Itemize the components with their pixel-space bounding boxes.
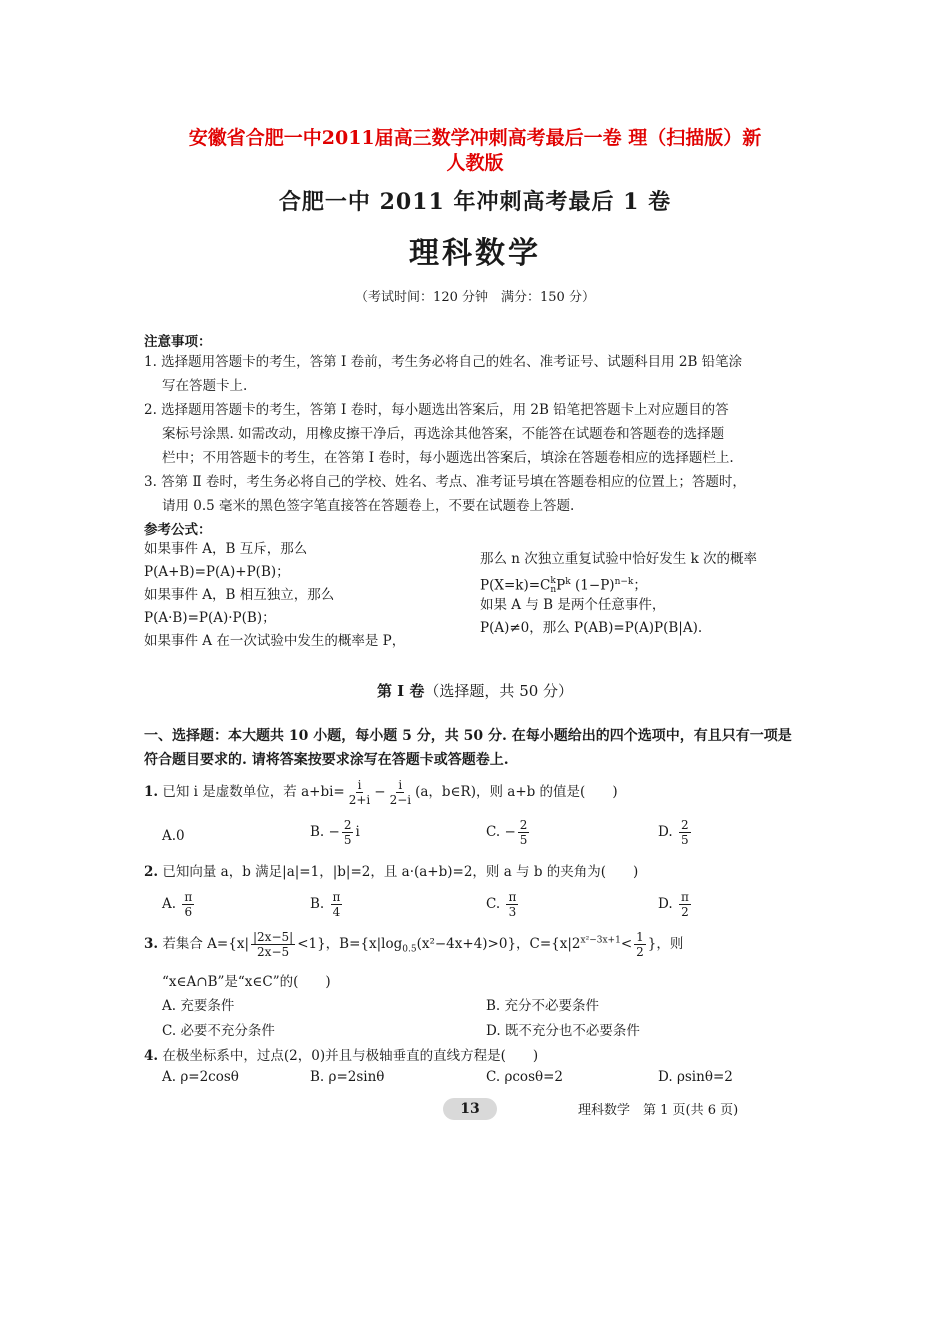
subject-title: 理科数学 [409, 236, 541, 271]
option-c [486, 1069, 563, 1085]
formula-left-line: P(A·B)=P(A)·P(B)； [144, 610, 276, 626]
question-1 [144, 778, 618, 807]
question-2 [144, 860, 638, 880]
option-text: 0 [176, 828, 185, 844]
fraction [331, 890, 343, 919]
fraction-denominator: 2x−5 [257, 945, 290, 959]
option-letter: C. [486, 896, 501, 912]
binomial-sub: n [550, 585, 557, 595]
question-stem: (x²−4x+4)>0}，C={x|2 [416, 936, 581, 952]
option-text: ρsinθ=2 [676, 1069, 733, 1085]
fraction [679, 890, 691, 919]
question-3 [144, 930, 683, 959]
option-text: ρcosθ=2 [504, 1069, 564, 1085]
fraction-numerator: i [357, 778, 362, 792]
question-number: 3. [144, 936, 159, 952]
fraction-numerator: 2 [680, 818, 689, 832]
binomial-p-exp: k [565, 577, 571, 587]
question-stem: }，则 [647, 936, 684, 952]
option-letter: C. [486, 824, 501, 840]
fraction-numerator: π [332, 890, 341, 904]
fraction-denominator: 2+i [348, 793, 371, 807]
formula-right-line: 那么 n 次独立重复试验中恰好发生 k 次的概率 [480, 551, 758, 567]
question-stem: 已知 i 是虚数单位，若 a+bi= [162, 784, 345, 800]
fraction [388, 778, 414, 807]
option-letter: D. [658, 896, 673, 912]
fraction-denominator: 2 [681, 905, 689, 919]
option-sign: − [504, 824, 516, 840]
fraction-numerator: π [184, 890, 193, 904]
option-letter: C. [162, 1023, 177, 1039]
log-base: 0.5 [402, 944, 417, 955]
option-letter: B. [310, 896, 325, 912]
instructions-line: 一、选择题：本大题共 10 小题，每小题 5 分，共 50 分. 在每小题给出的四个选项中，有且只有一项是 [144, 728, 792, 744]
section-detail: （选择题，共 50 分） [424, 682, 574, 700]
option-letter: B. [486, 998, 501, 1014]
notes-line: 请用 0.5 毫米的黑色签字笔直接答在答题卷上，不要在试题卷上答题. [162, 498, 575, 514]
option-d [486, 1019, 640, 1039]
exam-title: 合肥一中 2011 年冲刺高考最后 1 卷 [278, 189, 672, 215]
formula-right-line: 如果 A 与 B 是两个任意事件， [480, 597, 666, 613]
document-title-line-2: 人教版 [446, 152, 504, 174]
option-letter: A. [162, 998, 177, 1014]
option-a [162, 994, 234, 1014]
document-title [110, 126, 840, 176]
fraction-numerator: 2 [343, 818, 352, 832]
option-letter: B. [310, 1069, 325, 1085]
option-c [486, 890, 520, 919]
notes-line: 1. 选择题用答题卡的考生，答第 Ⅰ 卷前，考生务必将自己的姓名、准考证号、试题科目用 2B 铅笔涂 [144, 354, 743, 370]
notes-line: 栏中；不用答题卡的考生，在答第 Ⅰ 卷时，每小题选出答案后，填涂在答题卷相应的选择题栏上. [162, 450, 734, 466]
fraction-numerator: |2x−5| [253, 930, 294, 944]
question-3-line-2: “x∈A∩B”是“x∈C”的( ) [162, 974, 331, 990]
question-stem: < [620, 936, 633, 952]
fraction [182, 890, 194, 919]
formula-left-line: 如果事件 A，B 互斥，那么 [144, 541, 308, 557]
question-stem: 在极坐标系中，过点(2，0)并且与极轴垂直的直线方程是( ) [162, 1048, 539, 1064]
fraction [634, 930, 646, 959]
option-text: ρ=2cosθ [180, 1069, 239, 1085]
question-4 [144, 1044, 538, 1064]
document-title-line-1: 安徽省合肥一中2011届高三数学冲刺高考最后一卷 理（扫描版）新 [188, 127, 762, 149]
binomial-lhs: P(X=k)=C [480, 577, 551, 594]
binomial-sup: k [550, 576, 556, 586]
option-suffix: i [355, 824, 360, 840]
option-b [486, 994, 599, 1014]
option-letter: A. [162, 1069, 177, 1085]
fraction-numerator: i [398, 778, 403, 792]
option-text: 必要不充分条件 [180, 1023, 275, 1039]
option-text: 充要条件 [180, 998, 235, 1014]
notes-line: 2. 选择题用答题卡的考生，答第 Ⅰ 卷时，每小题选出答案后，用 2B 铅笔把答题卡上对应题目的答 [144, 402, 729, 418]
instructions-line: 符合题目要求的. 请将答案按要求涂写在答题卡或答题卷上. [144, 752, 509, 768]
option-d [658, 890, 693, 919]
fraction-denominator: 5 [343, 833, 352, 847]
fraction-numerator: π [680, 890, 689, 904]
formulas-heading: 参考公式： [144, 522, 212, 538]
exam-time-info: （考试时间：120 分钟 满分：150 分） [355, 290, 595, 305]
fraction [251, 930, 295, 959]
notes-line: 案标号涂黑. 如需改动，用橡皮擦干净后，再选涂其他答案，不能答在试题卷和答题卷的选择题 [162, 426, 725, 442]
fraction [679, 818, 691, 847]
option-c [486, 818, 531, 847]
page-number-badge: 13 [443, 1098, 497, 1120]
option-letter: D. [658, 1069, 673, 1085]
section-heading [0, 680, 950, 701]
section-label: 第 Ⅰ 卷 [376, 682, 425, 700]
option-d [658, 1069, 733, 1085]
binomial-p: P [556, 577, 566, 594]
notes-line: 写在答题卡上. [162, 378, 248, 394]
binomial-end: ； [633, 577, 647, 594]
fraction-denominator: 6 [184, 905, 193, 919]
fraction [342, 818, 354, 847]
exponent: x²−3x+1 [580, 935, 621, 946]
fraction-numerator: π [508, 890, 517, 904]
option-text: 充分不必要条件 [504, 998, 600, 1014]
option-text: ρ=2sinθ [328, 1069, 385, 1085]
option-text: 既不充分也不必要条件 [504, 1023, 640, 1039]
option-b [310, 818, 360, 847]
option-letter: D. [658, 824, 673, 840]
fraction [518, 818, 530, 847]
option-b [310, 1069, 384, 1085]
option-letter: C. [486, 1069, 501, 1085]
option-a [162, 828, 185, 844]
fraction-numerator: 2 [519, 818, 528, 832]
question-stem-end: (a，b∈R)，则 a+b 的值是( ) [415, 784, 618, 800]
question-number: 2. [144, 864, 159, 880]
question-number: 1. [144, 784, 159, 800]
formula-left-line: 如果事件 A 在一次试验中发生的概率是 P， [144, 633, 406, 649]
question-stem: 已知向量 a，b 满足|a|=1，|b|=2，且 a·(a+b)=2，则 a 与 b 的夹角为( ) [162, 864, 639, 880]
option-letter: D. [486, 1023, 501, 1039]
formula-left-line: 如果事件 A，B 相互独立，那么 [144, 587, 335, 603]
option-d [658, 818, 693, 847]
notes-line: 3. 答第 Ⅱ 卷时，考生务必将自己的学校、姓名、考点、准考证号填在答题卷相应的位置上；答题时， [144, 474, 746, 490]
formula-left-line: P(A+B)=P(A)+P(B)； [144, 564, 290, 580]
minus-sign: − [374, 784, 386, 800]
question-stem: <1}，B={x|log [297, 936, 403, 952]
option-letter: A. [162, 828, 177, 844]
fraction-denominator: 2−i [389, 793, 412, 807]
fraction-denominator: 3 [508, 905, 517, 919]
fraction-denominator: 5 [680, 833, 689, 847]
option-sign: − [328, 824, 340, 840]
fraction-denominator: 4 [332, 905, 341, 919]
notes-heading: 注意事项： [144, 334, 212, 350]
page-footer: 理科数学 第 1 页(共 6 页) [578, 1103, 739, 1118]
option-letter: A. [162, 896, 177, 912]
binomial-paren-exp: n−k [614, 577, 634, 587]
option-letter: B. [310, 824, 325, 840]
fraction-denominator: 2 [636, 945, 644, 959]
formula-right-line: P(A)≠0，那么 P(AB)=P(A)P(B|A). [480, 620, 703, 636]
option-a [162, 1069, 239, 1085]
fraction [347, 778, 373, 807]
question-stem: 若集合 A={x| [162, 936, 249, 952]
fraction-numerator: 1 [636, 930, 644, 944]
fraction [506, 890, 518, 919]
option-b [310, 890, 344, 919]
binomial-paren: (1−P) [575, 577, 615, 594]
option-a [162, 890, 196, 919]
option-c [162, 1019, 275, 1039]
fraction-denominator: 5 [519, 833, 528, 847]
question-number: 4. [144, 1048, 159, 1064]
